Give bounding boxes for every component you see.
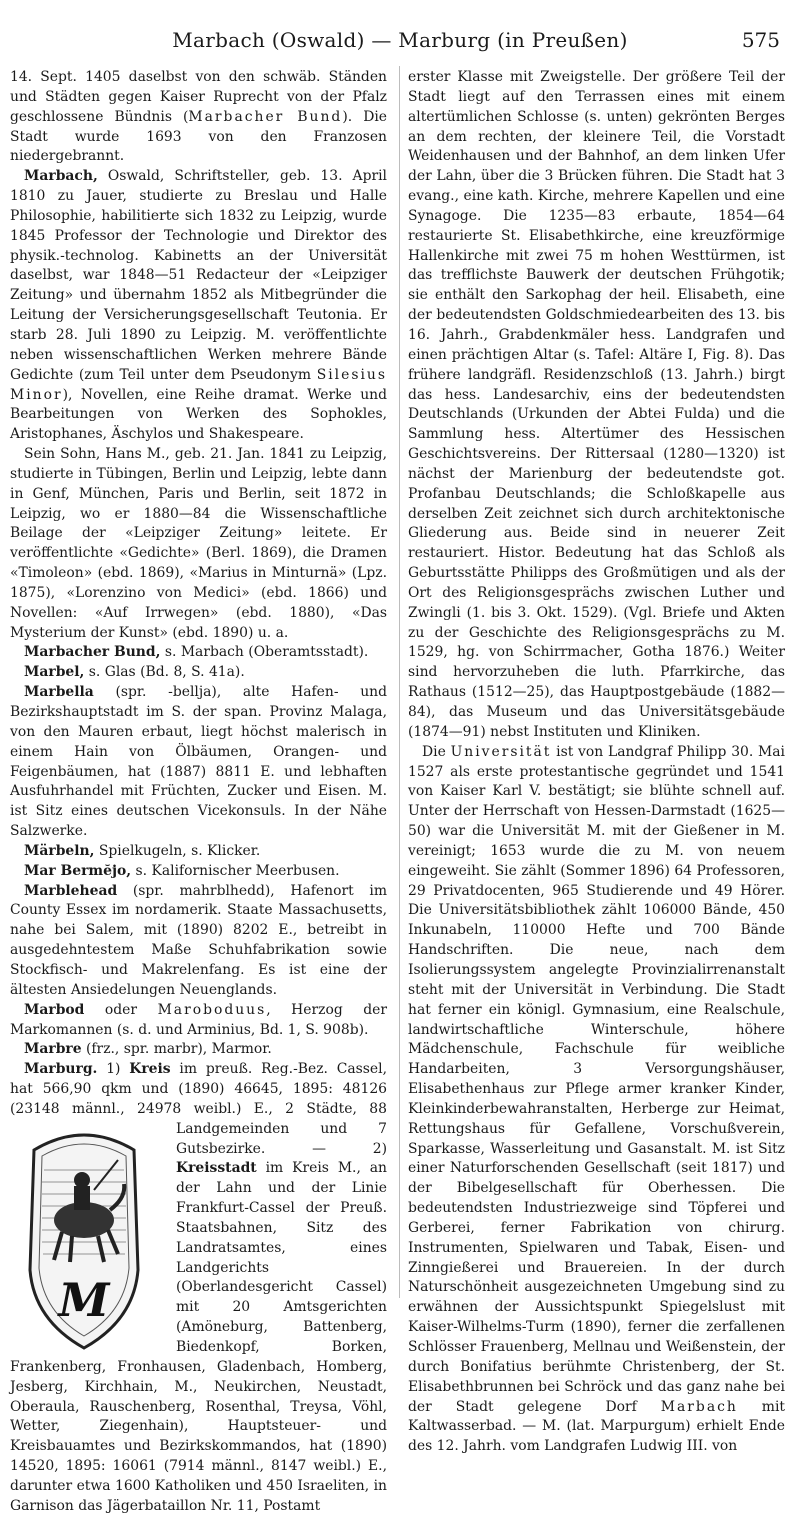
entry-marbel: Marbel, s. Glas (Bd. 8, S. 41a).	[24, 664, 245, 681]
headword: Marbod	[24, 1001, 85, 1018]
right-column	[408, 68, 785, 1457]
headword: Marbella	[24, 684, 94, 701]
entry-maerbeln: Märbeln, Spielkugeln, s. Klicker.	[24, 842, 261, 859]
entry-marburg: Marburg. 1) Kreis im preuß. Reg.-Bez. Cassel, hat 566,90 qkm und (1890) 46645, 1895: 48126 (23148 männl., 24978 weibl.) E., 2 Städte, 88 Landgemeinden und 7 Gutsbezirke. — 2) Kreisstadt im Kreis M., an der Lahn und der Linie Frankfurt-Cassel der Preuß. Staatsbahnen, Sitz des Landratsamtes, eines Landgerichts (Oberlandesgericht Cassel) mit 20 Amtsgerichten (Amöneburg, Battenberg, Biedenkopf, Borken, Frankenberg, Fronhausen, Gladenbach, Homberg, Jesberg, Kirchhain, M., Neukirchen, Neustadt, Oberaula, Rauschenberg, Rosenthal, Treysa, Vöhl, Wetter, Ziegenhain), Hauptsteuer- und Kreisbauamtes und Bezirkskommandos, hat (1890) 14520, 1895: 16061 (7914 männl., 8147 weibl.) E., darunter etwa 1600 Katholiken und 450 Israeliten, in Garnison das Jägerbataillon Nr. 11, Postamt	[10, 1061, 387, 1514]
entry-marbach-hans: Sein Sohn, Hans M., geb. 21. Jan. 1841 zu Leipzig, studierte in Tübingen, Berlin und Leipzig, lebte dann in Genf, München, Paris und Berlin, seit 1872 in Leipzig, wo er 1880—84 die Wissenschaftliche Beilage der «Leipziger Zeitung» leitete. Er veröffentlichte «Gedichte» (Berl. 1869), die Dramen «Timoleon» (ebd. 1869), «Marius in Minturnä» (Lpz. 1875), «Lorenzino von Medici» (ebd. 1866) und Novellen: «Auf Irrwegen» (ebd. 1880), «Das Mysterium der Kunst» (ebd. 1890) u. a.	[10, 446, 387, 641]
entry-marbacher-bund: Marbacher Bund, s. Marbach (Oberamtsstadt).	[24, 644, 369, 661]
entry-marbod: Marbod oder Maroboduus, Herzog der Markomannen (s. d. und Arminius, Bd. 1, S. 908b).	[10, 1001, 388, 1038]
running-title: Marbach (Oswald) — Marburg (in Preußen)	[172, 28, 628, 52]
headword: Marbach,	[24, 168, 98, 185]
entry-marbre: Marbre (frz., spr. marbr), Marmor.	[24, 1041, 272, 1058]
entry-marblehead: Marblehead (spr. mahrblhedd), Hafenort im County Essex im nordamerik. Staate Massachusetts, nahe bei Salem, mit (1890) 8202 E., betreibt in ausgedehntestem Maße Schuhfabrikation sowie Stockfisch- und Makrelenfang. Es ist eine der ältesten Ansiedelungen Neuenglands.	[10, 882, 387, 998]
entry-marbach-oswald: Marbach, Oswald, Schriftsteller, geb. 13. April 1810 zu Jauer, studierte zu Breslau und Halle Philosophie, habilitierte sich 1832 zu Leipzig, wurde 1845 Professor der Technologie und Direktor des physik.-technolog. Kabinetts an der Universität daselbst, war 1848—51 Redacteur der «Leipziger Zeitung» und übernahm 1852 als Mitbegründer die Leitung der Versicherungsgesellschaft Teutonia. Er starb 28. Juli 1890 zu Leipzig. M. veröffentlichte neben wissenschaftlichen Werken mehrere Bände Gedichte (zum Teil unter dem Pseudonym Silesius Minor), Novellen, eine Reihe dramat. Werke und Bearbeitungen von Werken des Sophokles, Aristophanes, Äschylos und Shakespeare.	[10, 168, 387, 443]
entry-marbella: Marbella (spr. -bellja), alte Hafen- und Bezirkshauptstadt im S. der span. Provinz Malaga, von den Mauren erbaut, liegt höchst malerisch in einem Hain von Ölbäumen, Orangen- und Feigenbäumen, hat (1887) 8811 E. und lebhaften Ausfuhrhandel mit Früchten, Zucker und Eisen. M. ist Sitz eines deutschen Vicekonsuls. In der Nähe Salzwerke.	[10, 684, 387, 840]
coat-of-arms-letter: M	[58, 1273, 110, 1328]
headword: Märbeln,	[24, 842, 95, 859]
headword: Marburg.	[24, 1061, 98, 1078]
headword: Marblehead	[24, 882, 118, 899]
marburg-coat-of-arms-icon	[14, 1120, 154, 1356]
entry-marbach-continuation: 14. Sept. 1405 daselbst von den schwäb. Ständen und Städten gegen Kaiser Ruprecht von der Pfalz geschlossene Bündnis (Marbacher Bund). Die Stadt wurde 1693 von den Franzosen niedergebrannt.	[10, 69, 387, 165]
headword: Marbre	[24, 1041, 82, 1058]
headword: Marbacher Bund,	[24, 644, 161, 661]
headword: Marbel,	[24, 664, 85, 681]
headword: Mar Bermĕjo,	[24, 862, 132, 879]
page-header	[0, 28, 800, 58]
entry-marburg-continuation: erster Klasse mit Zweigstelle. Der größere Teil der Stadt liegt auf den Terrassen eines mit einem altertümlichen Schlosse (s. unten) gekrönten Berges an dem rechten, der kleinere Teil, die Vorstadt Weidenhausen und der Bahnhof, an dem linken Ufer der Lahn, über die 3 Brücken führen. Die Stadt hat 3 evang., eine kath. Kirche, mehrere Kapellen und eine Synagoge. Die 1235—83 erbaute, 1854—64 restaurierte St. Elisabethkirche, eine kreuzförmige Hallenkirche mit zwei 75 m hohen Westtürmen, ist das trefflichste Bauwerk der deutschen Frühgotik; sie enthält den Sarkophag der heil. Elisabeth, eine der bedeutendsten Goldschmiedearbeiten des 13. bis 16. Jahrh., Grabdenkmäler hess. Landgrafen und einen prächtigen Altar (s. Tafel: Altäre I, Fig. 8). Das frühere landgräfl. Residenzschloß (13. Jahrh.) birgt das hess. Landesarchiv, eins der bedeutendsten Deutschlands (Urkunden der Abtei Fulda) und die Sammlung hess. Altertümer des Hessischen Geschichtsvereins. Der Rittersaal (1280—1320) ist nächst der Marienburg der bedeutendste got. Profanbau Deutschlands; die Schloßkapelle aus derselben Zeit zeichnet sich durch architektonische Gliederung aus. Beide sind in neuerer Zeit restauriert. Histor. Bedeutung hat das Schloß als Geburtsstätte Philipps des Großmütigen und als der Ort des Religionsgesprächs zwischen Luther und Zwingli (1. bis 3. Okt. 1529). (Vgl. Briefe und Akten zu der Geschichte des Religionsgesprächs zu M. 1529, hg. von Schirrmacher, Gotha 1876.) Weiter sind hervorzuheben die luth. Pfarrkirche, das Rathaus (1512—25), das Hauptpostgebäude (1882—84), das Museum und das Universitätsgebäude (1874—91) nebst Instituten und Kliniken.	[408, 69, 785, 740]
page-number: 575	[741, 28, 780, 52]
entry-marburg-university: Die Universität ist von Landgraf Philipp 30. Mai 1527 als erste protestantische gegründet und 1541 von Kaiser Karl V. bestätigt; sie blühte schnell auf. Unter der Herrschaft von Hessen-Darmstadt (1625—50) war die Universität M. mit der Gießener in M. vereinigt; 1653 wurde die zu M. von neuem eingeweiht. Sie zählt (Sommer 1896) 64 Professoren, 29 Privatdocenten, 965 Studierende und 49 Hörer. Die Universitätsbibliothek zählt 106000 Bände, 450 Inkunabeln, 110000 Hefte und 700 Bände Handschriften. Die neue, nach dem Isolierungssystem angelegte Provinzialirrenanstalt steht mit der Universität in Verbindung. Die Stadt hat ferner ein königl. Gymnasium, eine Realschule, landwirtschaftliche Winterschule, höhere Mädchenschule, Fachschule für weibliche Handarbeiten, 3 Versorgungshäuser, Elisabethenhaus zur Pflege armer kranker Kinder, Kleinkinderbewahranstalten, Herberge zur Heimat, Rettungshaus für Gefallene, Vorschußverein, Sparkasse, Wasserleitung und Gasanstalt. M. ist Sitz einer Naturforschenden Gesellschaft (seit 1817) und der Bibelgesellschaft für Oberhessen. Die bedeutendsten Industriezweige sind Töpferei und Gerberei, ferner Fabrikation von chirurg. Instrumenten, Spielwaren und Tabak, Eisen- und Zinngießerei und Brauereien. In der durch Naturschönheit ausgezeichneten Umgebung sind zu erwähnen der Aussichtspunkt Spiegelslust mit Kaiser-Wilhelms-Turm (1890), ferner die zerfallenen Schlösser Frauenberg, Mellnau und Weißenstein, der durch Bonifatius berühmte Christenberg, der St. Elisabethbrunnen bei Schröck und das ganz nahe bei der Stadt gelegene Dorf Marbach mit Kaltwasserbad. — M. (lat. Marpurgum) erhielt Ende des 12. Jahrh. vom Landgrafen Ludwig III. von	[408, 743, 785, 1455]
coat-of-arms-graphic	[14, 1120, 154, 1356]
column-divider	[399, 66, 400, 1298]
entry-mar-bermejo: Mar Bermĕjo, s. Kalifornischer Meerbusen.	[24, 862, 340, 879]
